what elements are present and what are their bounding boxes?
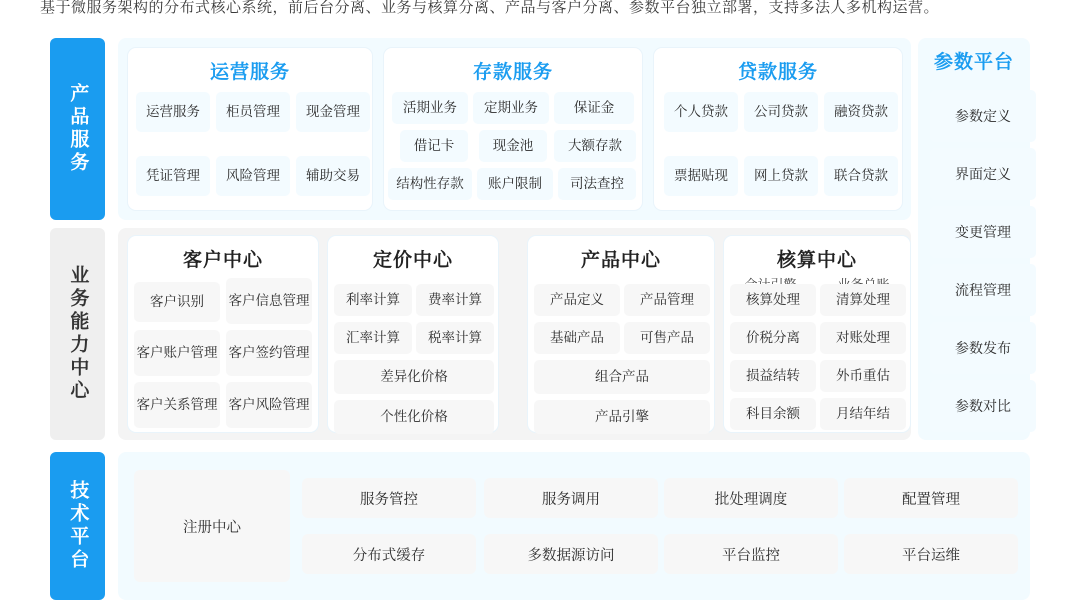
group-title: 运营服务 xyxy=(209,62,290,83)
chip-bill-discount[interactable]: 票据贴现 xyxy=(664,156,738,196)
tech-chip-service-invoke[interactable]: 服务调用 xyxy=(484,478,658,518)
chip-customer-relation-mgmt[interactable]: 客户关系管理 xyxy=(134,382,220,428)
chip-structured-deposit[interactable]: 结构性存款 xyxy=(388,168,472,200)
chip-customer-risk-mgmt[interactable]: 客户风险管理 xyxy=(226,382,312,428)
chip-subject-balance[interactable]: 科目余额 xyxy=(730,398,816,430)
chip-corporate-loan[interactable]: 公司贷款 xyxy=(744,92,818,132)
tech-chip-platform-ops[interactable]: 平台运维 xyxy=(844,534,1018,574)
chip-settlement-process[interactable]: 清算处理 xyxy=(820,284,906,316)
chip-combined-product[interactable]: 组合产品 xyxy=(534,360,710,394)
rail-business-center xyxy=(50,228,105,440)
rail-label: 产品服务 xyxy=(67,83,89,175)
chip-price-tax-split[interactable]: 价税分离 xyxy=(730,322,816,354)
chip-customer-account-mgmt[interactable]: 客户账户管理 xyxy=(134,330,220,376)
chip-differentiated-price[interactable]: 差异化价格 xyxy=(334,360,494,394)
tech-chip-multi-datasource[interactable]: 多数据源访问 xyxy=(484,534,658,574)
group-title: 核算中心 xyxy=(776,250,857,271)
chip-product-mgmt[interactable]: 产品管理 xyxy=(624,284,710,316)
chip-base-product[interactable]: 基础产品 xyxy=(534,322,620,354)
chip-sellable-product[interactable]: 可售产品 xyxy=(624,322,710,354)
chip-product-engine[interactable]: 产品引擎 xyxy=(534,400,710,434)
chip-aux-trade[interactable]: 辅助交易 xyxy=(296,156,370,196)
header-note: 基于微服务架构的分布式核心系统，前后台分离、业务与核算分离、产品与客户分离、参数平台独立部署，支持多法人多机构运营。 xyxy=(40,0,940,16)
group-title: 存款服务 xyxy=(472,62,553,83)
chip-large-deposit[interactable]: 大额存款 xyxy=(554,130,636,162)
chip-rate-calc[interactable]: 利率计算 xyxy=(334,284,412,316)
group-title: 客户中心 xyxy=(182,250,263,271)
chip-personal-loan[interactable]: 个人贷款 xyxy=(664,92,738,132)
chip-risk-mgmt[interactable]: 风险管理 xyxy=(216,156,290,196)
group-title: 贷款服务 xyxy=(737,62,818,83)
chip-margin[interactable]: 保证金 xyxy=(554,92,634,124)
chip-fx-calc[interactable]: 汇率计算 xyxy=(334,322,412,354)
group-title: 定价中心 xyxy=(372,250,453,271)
chip-fee-calc[interactable]: 费率计算 xyxy=(416,284,494,316)
tech-chip-distributed-cache[interactable]: 分布式缓存 xyxy=(302,534,476,574)
chip-judicial-control[interactable]: 司法查控 xyxy=(558,168,636,200)
param-chip-change-mgmt[interactable]: 变更管理 xyxy=(930,206,1036,258)
chip-accounting-process[interactable]: 核算处理 xyxy=(730,284,816,316)
chip-tax-calc[interactable]: 税率计算 xyxy=(416,322,494,354)
chip-customer-identify[interactable]: 客户识别 xyxy=(134,282,220,322)
rail-product-service xyxy=(50,38,105,220)
group-title: 产品中心 xyxy=(580,250,661,271)
chip-operation-service[interactable]: 运营服务 xyxy=(136,92,210,132)
tech-chip-service-governance[interactable]: 服务管控 xyxy=(302,478,476,518)
rail-label: 技术平台 xyxy=(67,480,89,572)
param-chip-compare[interactable]: 参数对比 xyxy=(930,380,1036,432)
chip-time-business[interactable]: 定期业务 xyxy=(473,92,549,124)
chip-financing-loan[interactable]: 融资贷款 xyxy=(824,92,898,132)
rail-tech-platform xyxy=(50,452,105,600)
chip-customer-info-mgmt[interactable]: 客户信息管理 xyxy=(226,278,312,324)
tech-chip-batch-schedule[interactable]: 批处理调度 xyxy=(664,478,838,518)
chip-reconcile-process[interactable]: 对账处理 xyxy=(820,322,906,354)
param-chip-publish[interactable]: 参数发布 xyxy=(930,322,1036,374)
chip-account-limit[interactable]: 账户限制 xyxy=(477,168,553,200)
chip-teller-mgmt[interactable]: 柜员管理 xyxy=(216,92,290,132)
param-platform-title: 参数平台 xyxy=(933,52,1014,73)
param-chip-ui-definition[interactable]: 界面定义 xyxy=(930,148,1036,200)
chip-voucher-mgmt[interactable]: 凭证管理 xyxy=(136,156,210,196)
tech-chip-platform-monitor[interactable]: 平台监控 xyxy=(664,534,838,574)
chip-online-loan[interactable]: 网上贷款 xyxy=(744,156,818,196)
param-chip-definition[interactable]: 参数定义 xyxy=(930,90,1036,142)
tech-chip-register-center[interactable]: 注册中心 xyxy=(134,470,290,582)
param-chip-process-mgmt[interactable]: 流程管理 xyxy=(930,264,1036,316)
chip-profit-carryover[interactable]: 损益结转 xyxy=(730,360,816,392)
chip-cash-mgmt[interactable]: 现金管理 xyxy=(296,92,370,132)
rail-label: 业务能力中心 xyxy=(67,265,89,403)
chip-debit-card[interactable]: 借记卡 xyxy=(400,130,468,162)
chip-demand-business[interactable]: 活期业务 xyxy=(392,92,468,124)
chip-fx-revaluation[interactable]: 外币重估 xyxy=(820,360,906,392)
chip-customer-sign-mgmt[interactable]: 客户签约管理 xyxy=(226,330,312,376)
chip-month-year-end[interactable]: 月结年结 xyxy=(820,398,906,430)
chip-joint-loan[interactable]: 联合贷款 xyxy=(824,156,898,196)
chip-cash-pool[interactable]: 现金池 xyxy=(479,130,547,162)
tech-chip-config-mgmt[interactable]: 配置管理 xyxy=(844,478,1018,518)
chip-personalized-price[interactable]: 个性化价格 xyxy=(334,400,494,434)
chip-product-definition[interactable]: 产品定义 xyxy=(534,284,620,316)
